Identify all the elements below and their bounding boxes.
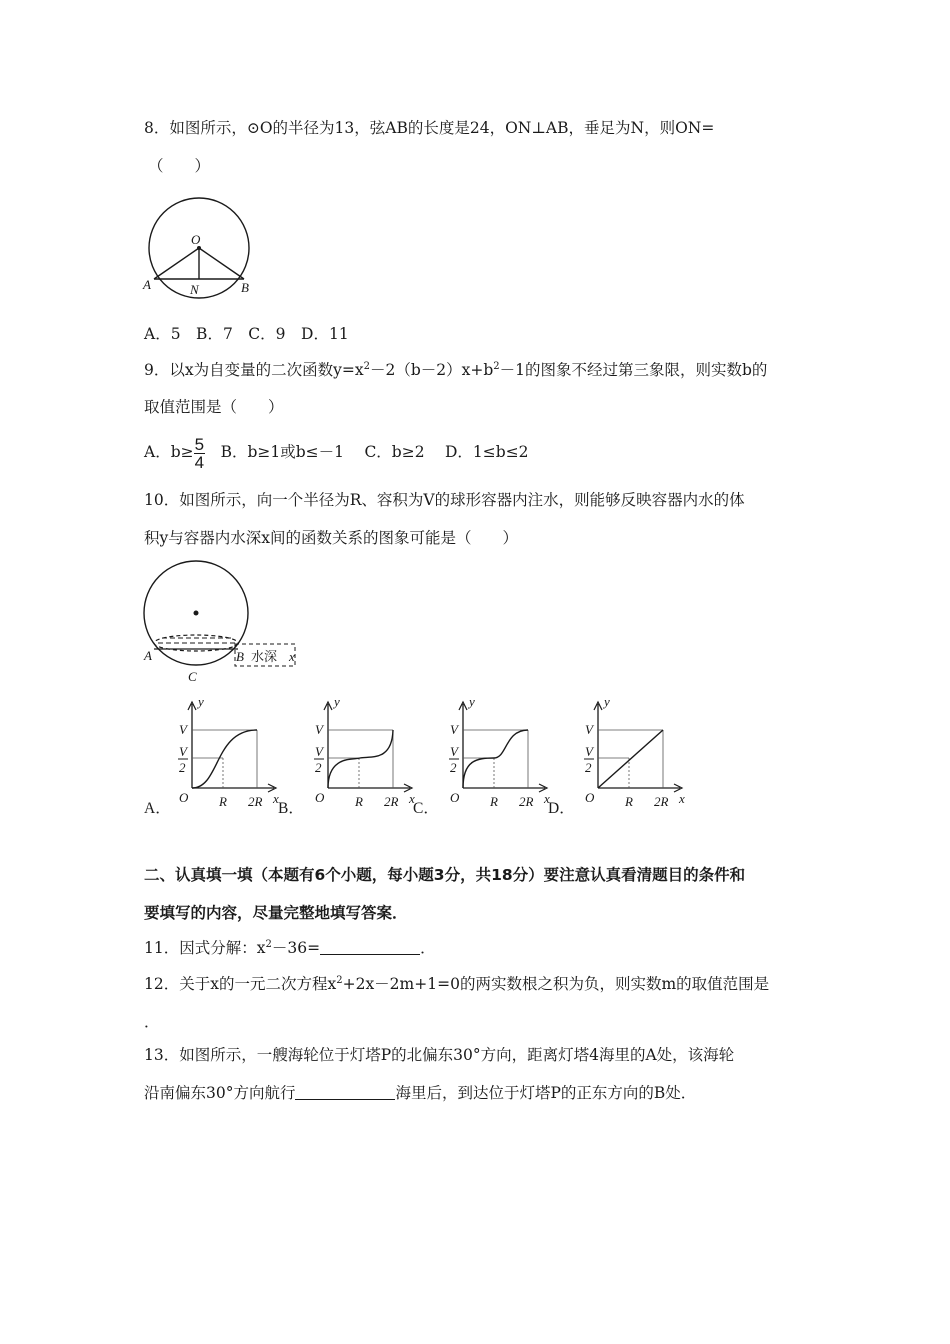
q10-sphere-figure (140, 560, 310, 688)
volume-curve (328, 730, 393, 788)
q8-answer-paren: （ ） (148, 157, 211, 175)
label-2r: 2R (519, 794, 534, 809)
label-2r: 2R (384, 794, 399, 809)
label-x: x (273, 791, 279, 806)
label-origin: O (450, 790, 460, 805)
label-x: x (409, 791, 415, 806)
label-y: y (469, 694, 475, 709)
label-v-half-num: V (179, 744, 187, 759)
label-x: x (544, 791, 550, 806)
label-r: R (219, 794, 227, 809)
label-v-half-den: 2 (179, 760, 186, 775)
label-y: y (334, 694, 340, 709)
label-v-half-num: V (315, 744, 323, 759)
graph-option-label-c[interactable]: C． (413, 800, 439, 817)
label-b: B (241, 280, 249, 295)
label-r: R (490, 794, 498, 809)
label-v-half-num: V (450, 744, 458, 759)
label-b: B (236, 649, 244, 664)
label-x: x (289, 649, 295, 664)
label-water-depth: 水深 (251, 650, 278, 665)
q11-answer-blank[interactable] (320, 940, 420, 955)
label-v-half-den: 2 (450, 760, 457, 775)
q13-stem-line2: 沿南偏东30°方向航行 海里后，到达位于灯塔P的正东方向的B处． (144, 1084, 697, 1102)
graph-option-b[interactable] (312, 690, 422, 815)
label-2r: 2R (248, 794, 263, 809)
q12-stem-line2: ． (144, 1013, 160, 1031)
graph-option-c[interactable] (447, 690, 557, 815)
q8-options: A．5 B．7 C．9 D．11 (144, 325, 349, 343)
segment-oa (154, 248, 199, 279)
label-r: R (625, 794, 633, 809)
label-v: V (179, 722, 187, 737)
label-y: y (604, 694, 610, 709)
label-v: V (315, 722, 323, 737)
label-v-half-den: 2 (315, 760, 322, 775)
q8-circle-figure (140, 198, 260, 298)
q8-stem: 8．如图所示，⊙O的半径为13，弦AB的长度是24，ON⊥AB，垂足为N，则ON= (144, 119, 715, 137)
label-2r: 2R (654, 794, 669, 809)
q11-stem: 11．因式分解：$x^2-36=$ ． (144, 939, 436, 957)
label-v-half-den: 2 (585, 760, 592, 775)
q10-stem-line2: 积y与容器内水深x间的函数关系的图象可能是（ ） (144, 529, 518, 547)
label-a: A (144, 648, 152, 663)
label-a: A (143, 277, 151, 292)
section2-heading-line2: 要填写的内容，尽量完整地填写答案． (144, 904, 408, 922)
graph-option-label-d[interactable]: D． (548, 800, 575, 817)
sphere-center-dot (194, 611, 199, 616)
graph-option-d[interactable] (582, 690, 692, 815)
label-v: V (585, 722, 593, 737)
label-r: R (355, 794, 363, 809)
label-origin: O (179, 790, 189, 805)
q9-stem-line2: 取值范围是（ ） (144, 398, 284, 416)
label-x: x (679, 791, 685, 806)
label-y: y (198, 694, 204, 709)
q10-stem-line1: 10．如图所示，向一个半径为R、容积为V的球形容器内注水，则能够反映容器内水的体 (144, 491, 745, 509)
segment-ob (199, 248, 244, 279)
q13-answer-blank[interactable] (295, 1085, 395, 1100)
label-v-half-num: V (585, 744, 593, 759)
label-origin: O (585, 790, 595, 805)
q12-stem: 12．关于x的一元二次方程$x^2+2x-2m+1=0$的两实数根之积为负，则实数m的取值范围是 (144, 975, 770, 993)
q13-stem-line1: 13．如图所示，一艘海轮位于灯塔P的北偏东30°方向，距离灯塔4海里的A处，该海轮 (144, 1046, 735, 1064)
label-o: O (191, 232, 201, 247)
volume-curve (192, 730, 257, 788)
label-origin: O (315, 790, 325, 805)
q9-stem-line1: 9．以x为自变量的二次函数$y=x^2-2(b-2)x+b^2-1$的图象不经过第三象限，则实数b的 (144, 361, 768, 379)
volume-curve (463, 730, 528, 788)
label-c: C (188, 669, 197, 684)
section2-heading-line1: 二、认真填一填（本题有6个小题，每小题3分，共18分）要注意认真看清题目的条件和 (144, 866, 746, 884)
graph-option-a[interactable] (176, 690, 286, 815)
q9-options: A．b≥ $\frac{5}{4}$ B．b≥1或b≤－1 C．b≥2 D．1≤b≤2 (144, 434, 529, 472)
graph-option-label-a[interactable]: A． (144, 800, 171, 817)
label-n: N (190, 282, 199, 297)
fraction-5-4: $\frac{5}{4}$ (194, 434, 205, 472)
graph-option-label-b[interactable]: B． (278, 800, 304, 817)
volume-curve (598, 730, 663, 788)
label-v: V (450, 722, 458, 737)
